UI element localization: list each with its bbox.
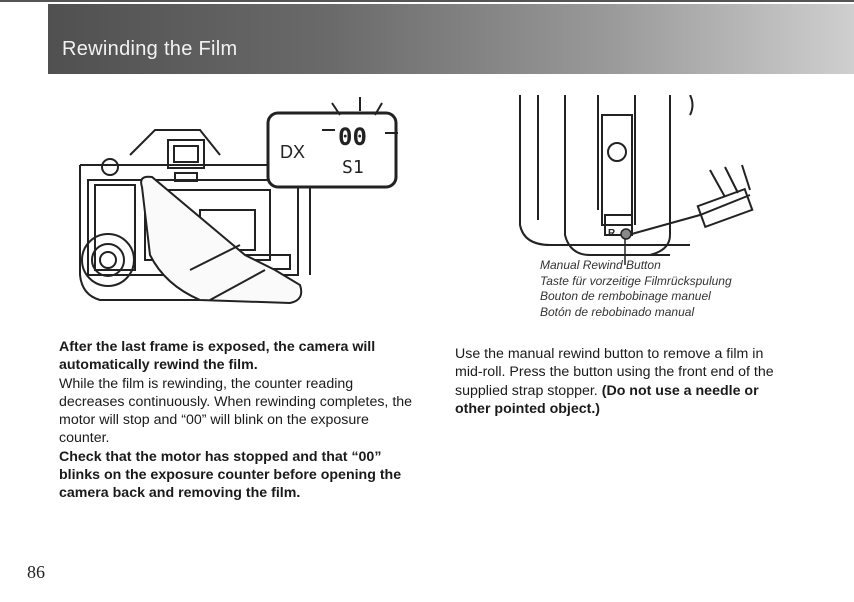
lcd-dx-label: DX — [280, 142, 306, 162]
page-title: Rewinding the Film — [62, 38, 238, 60]
caption-de: Taste für vorzeitige Filmrückspulung — [540, 273, 732, 288]
camera-rewind-illustration — [60, 95, 410, 325]
left-text-column — [59, 338, 419, 503]
caption-en: Manual Rewind Button — [540, 258, 661, 272]
page-number: 86 — [27, 562, 45, 582]
figure-caption — [540, 258, 732, 320]
lcd-mode: S1 — [342, 157, 364, 178]
manual-rewind-button-illustration — [510, 95, 780, 265]
caption-fr: Bouton de rembobinage manuel — [540, 289, 711, 303]
lcd-counter: 00 — [338, 123, 367, 151]
caption-es: Botón de rebobinado manual — [540, 304, 695, 319]
rewind-description: While the film is rewinding, the counter reading decreases continuously. When rewinding completes, the motor will stop and “00” will blink on the exposure counter. — [59, 375, 413, 447]
auto-rewind-heading: After the last frame is exposed, the camera will automatically rewind the film. — [59, 339, 376, 374]
right-text-column — [455, 345, 785, 418]
manual-rewind-description: Use the manual rewind button to remove a film in mid-roll. Press the button using the front end of the supplied strap stopper. — [455, 346, 774, 399]
top-rule — [0, 0, 854, 2]
needle-warning: (Do not use a needle or other pointed object.) — [455, 382, 759, 417]
rewind-button-label: R — [608, 228, 616, 239]
check-warning: Check that the motor has stopped and that “00” blinks on the exposure counter before opening the camera back and removing the film. — [59, 448, 402, 502]
